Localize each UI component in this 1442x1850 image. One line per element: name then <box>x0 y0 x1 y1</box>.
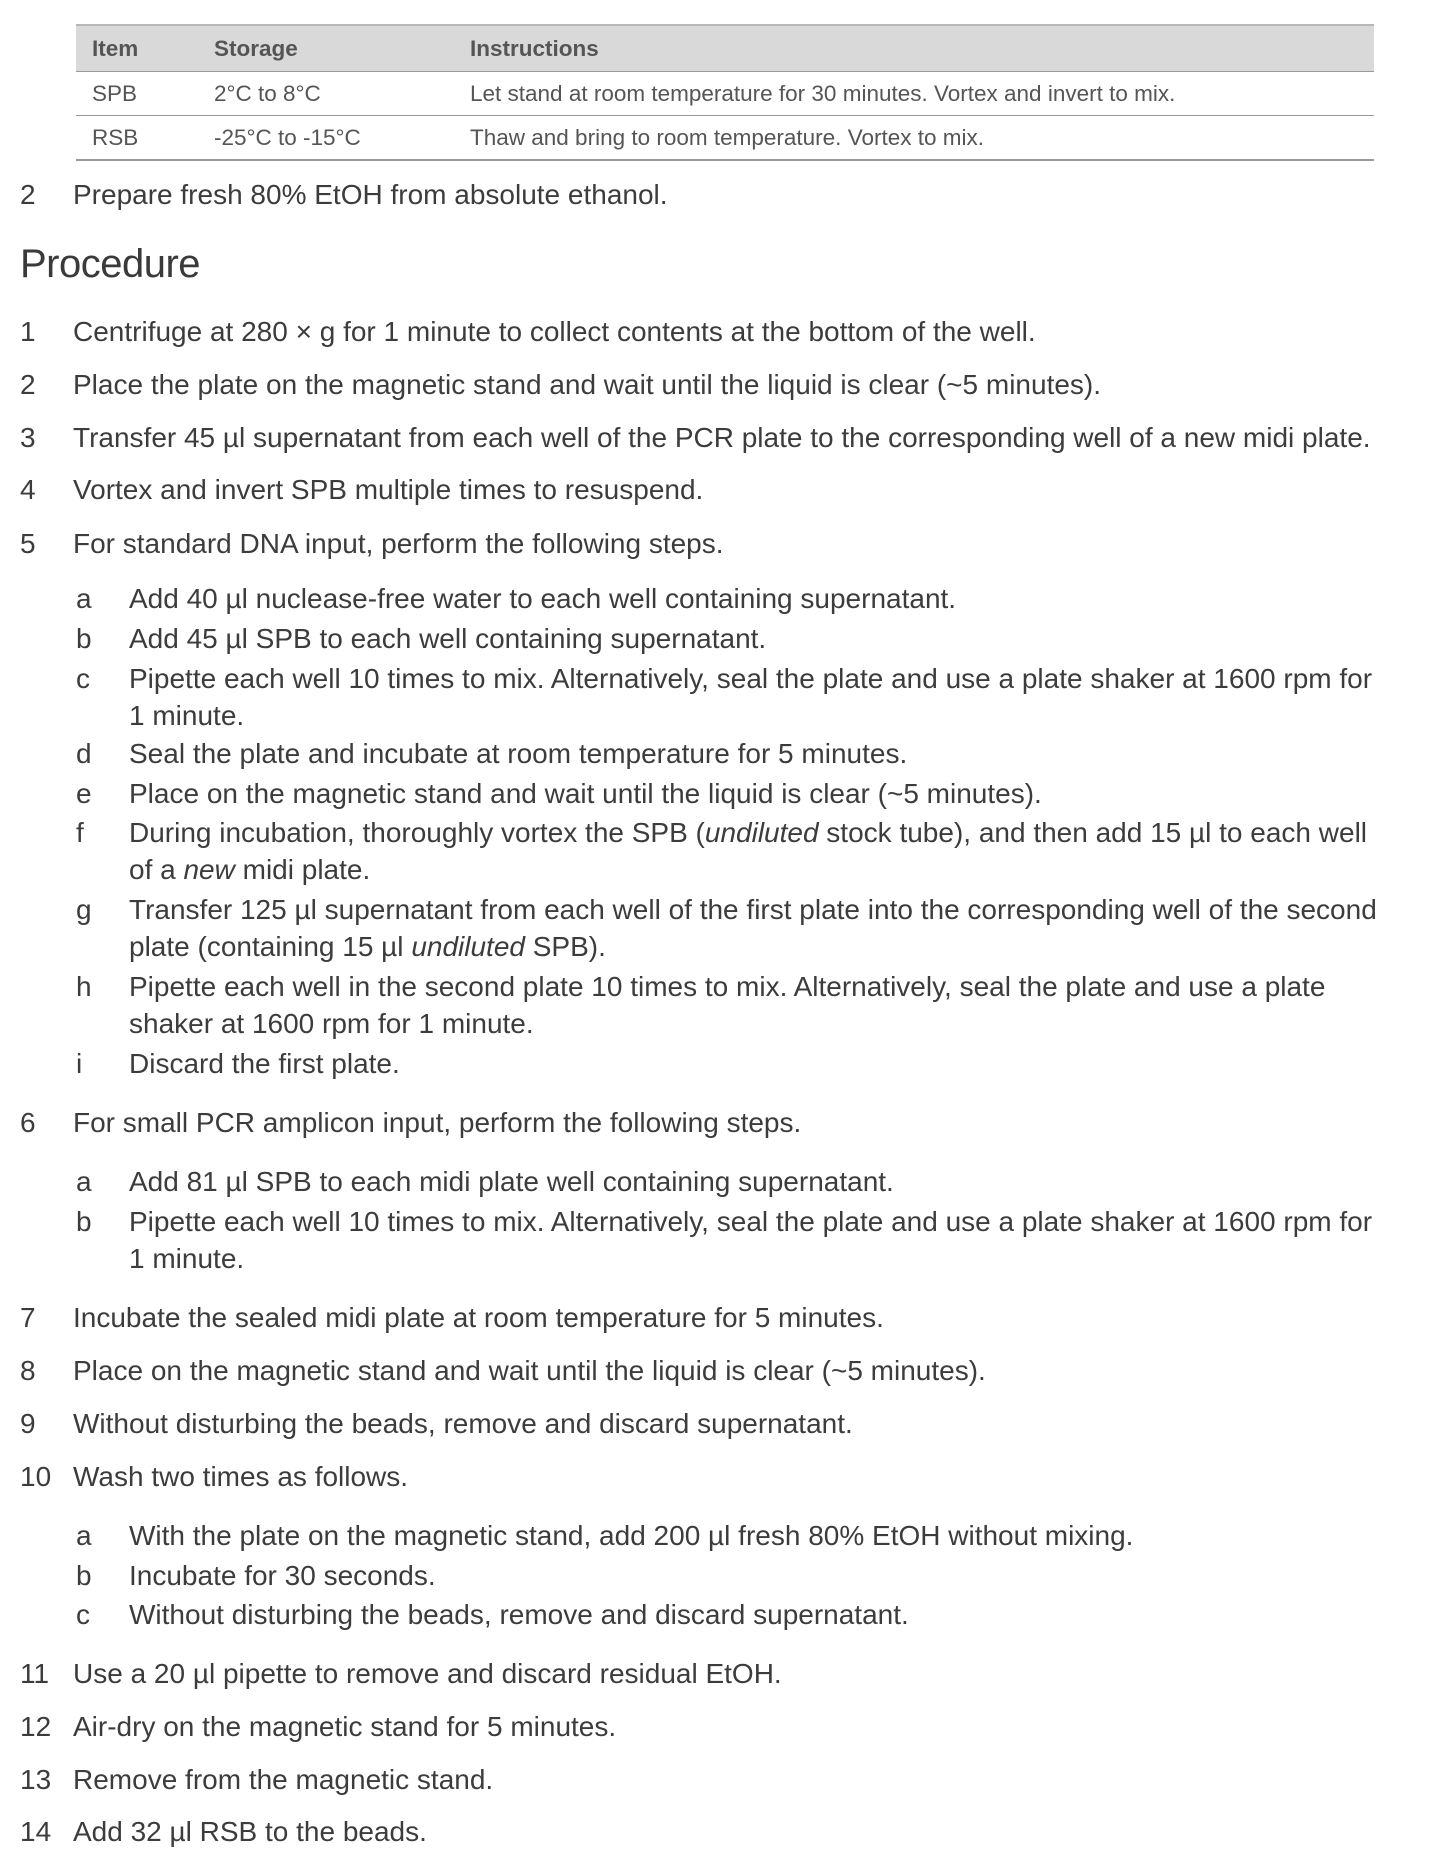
sub-step-letter: a <box>76 583 92 614</box>
step-text: Wash two times as follows. <box>73 1461 409 1492</box>
step-text: Place on the magnetic stand and wait until the liquid is clear (~5 minutes). <box>73 1355 986 1386</box>
table-row <box>76 116 1374 161</box>
step-text: For standard DNA input, perform the following steps. <box>73 528 724 559</box>
step-number: 14 <box>20 1816 52 1847</box>
sub-step-text: Pipette each well 10 times to mix. Alternatively, seal the plate and use a plate shaker at 1600 rpm for <box>129 1206 1373 1237</box>
sub-step-text: 1 minute. <box>129 1243 245 1274</box>
sub-step-text: Transfer 125 µl supernatant from each well of the first plate into the corresponding well of the second <box>129 894 1377 925</box>
step-text: Without disturbing the beads, remove and discard supernatant. <box>73 1408 853 1439</box>
sub-step-letter: c <box>76 663 90 694</box>
reagent-table <box>76 24 1374 161</box>
step-number: 5 <box>20 528 36 559</box>
sub-step-text: Add 45 µl SPB to each well containing supernatant. <box>129 623 767 654</box>
sub-step-letter: a <box>76 1520 92 1551</box>
sub-step-text: plate (containing 15 µl undiluted SPB). <box>129 931 606 962</box>
step-text: For small PCR amplicon input, perform the following steps. <box>73 1107 802 1138</box>
table-cell: SPB <box>76 72 198 116</box>
step-number: 4 <box>20 474 36 505</box>
sub-step-letter: b <box>76 1560 92 1591</box>
step-number: 13 <box>20 1764 52 1795</box>
step-number: 11 <box>20 1658 50 1689</box>
column-header: Instructions <box>454 25 1374 72</box>
step-text: Prepare fresh 80% EtOH from absolute ethanol. <box>73 179 668 210</box>
table-cell: -25°C to -15°C <box>198 116 454 161</box>
column-header: Item <box>76 25 198 72</box>
sub-step-text: Place on the magnetic stand and wait until the liquid is clear (~5 minutes). <box>129 778 1042 809</box>
step-text: Transfer 45 µl supernatant from each well of the PCR plate to the corresponding well of a new midi plate. <box>73 422 1371 453</box>
step-number: 8 <box>20 1355 36 1386</box>
column-header: Storage <box>198 25 454 72</box>
sub-step-letter: h <box>76 971 92 1002</box>
table-cell: RSB <box>76 116 198 161</box>
step-text: Remove from the magnetic stand. <box>73 1764 494 1795</box>
sub-step-text: shaker at 1600 rpm for 1 minute. <box>129 1008 534 1039</box>
step-text: Incubate the sealed midi plate at room temperature for 5 minutes. <box>73 1302 884 1333</box>
section-heading: Procedure <box>20 242 201 286</box>
table-cell: Let stand at room temperature for 30 minutes. Vortex and invert to mix. <box>454 72 1374 116</box>
sub-step-letter: c <box>76 1599 90 1630</box>
sub-step-text: Pipette each well in the second plate 10 times to mix. Alternatively, seal the plate and use a plate <box>129 971 1326 1002</box>
table-cell: 2°C to 8°C <box>198 72 454 116</box>
step-number: 12 <box>20 1711 52 1742</box>
sub-step-letter: g <box>76 894 92 925</box>
step-number: 1 <box>20 316 36 347</box>
step-text: Centrifuge at 280 × g for 1 minute to collect contents at the bottom of the well. <box>73 316 1036 347</box>
sub-step-letter: i <box>76 1048 83 1079</box>
sub-step-letter: b <box>76 623 92 654</box>
sub-step-text: Add 40 µl nuclease-free water to each well containing supernatant. <box>129 583 957 614</box>
table-row <box>76 72 1374 116</box>
step-number: 6 <box>20 1107 36 1138</box>
sub-step-letter: e <box>76 778 92 809</box>
sub-step-text: Pipette each well 10 times to mix. Alternatively, seal the plate and use a plate shaker at 1600 rpm for <box>129 663 1373 694</box>
sub-step-letter: b <box>76 1206 92 1237</box>
sub-step-letter: a <box>76 1166 92 1197</box>
step-text: Use a 20 µl pipette to remove and discard residual EtOH. <box>73 1658 782 1689</box>
sub-step-text: Seal the plate and incubate at room temperature for 5 minutes. <box>129 738 908 769</box>
sub-step-text: Without disturbing the beads, remove and discard supernatant. <box>129 1599 909 1630</box>
sub-step-letter: d <box>76 738 92 769</box>
step-text: Add 32 µl RSB to the beads. <box>73 1816 427 1847</box>
sub-step-text: Incubate for 30 seconds. <box>129 1560 436 1591</box>
step-text: Vortex and invert SPB multiple times to resuspend. <box>73 474 704 505</box>
step-number: 3 <box>20 422 36 453</box>
step-text: Place the plate on the magnetic stand and wait until the liquid is clear (~5 minutes). <box>73 369 1102 400</box>
step-number: 9 <box>20 1408 36 1439</box>
table-header-row <box>76 25 1374 72</box>
step-number: 7 <box>20 1302 36 1333</box>
step-text: Air-dry on the magnetic stand for 5 minutes. <box>73 1711 617 1742</box>
sub-step-letter: f <box>76 817 84 848</box>
sub-step-text: Discard the first plate. <box>129 1048 400 1079</box>
sub-step-text: 1 minute. <box>129 700 245 731</box>
sub-step-text: Add 81 µl SPB to each midi plate well containing supernatant. <box>129 1166 894 1197</box>
step-number: 2 <box>20 179 36 210</box>
step-number: 2 <box>20 369 36 400</box>
step-number: 10 <box>20 1461 52 1492</box>
table-cell: Thaw and bring to room temperature. Vortex to mix. <box>454 116 1374 161</box>
sub-step-text: of a new midi plate. <box>129 854 371 885</box>
sub-step-text: During incubation, thoroughly vortex the SPB (undiluted stock tube), and then add 15 µl to each well <box>129 817 1368 848</box>
sub-step-text: With the plate on the magnetic stand, add 200 µl fresh 80% EtOH without mixing. <box>129 1520 1134 1551</box>
